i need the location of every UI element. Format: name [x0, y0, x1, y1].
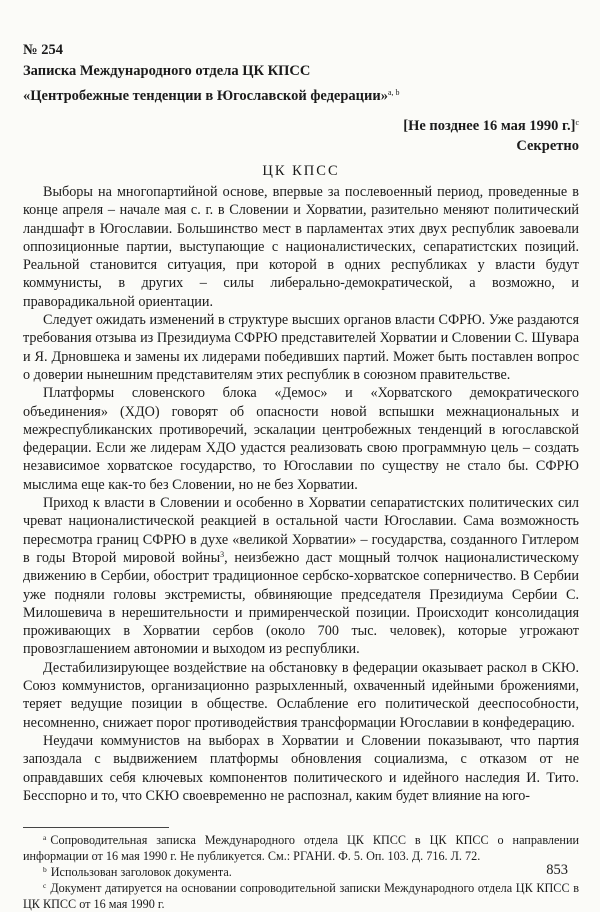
footnote-text: Документ датируется на основании сопроводительной записки Международного отдела ЦК КПСС в ЦК КПСС от 16 мая 1990 г.	[23, 881, 579, 912]
date-footnote-mark: c	[575, 118, 579, 127]
paragraph-text: , неизбежно даст мощный толчок националистическому движению в Сербии, обострит традиционное сербско-хорватское соперничество. В Сербии уже подняли головы экстремисты, обвиняющие председателя Президиума Сербии С. Милошевича в нерешительности и примиренческой позиции. Происходит консолидация проживающих в Хорватии сербов (около 700 тыс. человек), которые угрожают провозглашением автономии и выходом из республики.	[23, 549, 579, 658]
paragraph: Следует ожидать изменений в структуре высших органов власти СФРЮ. Уже раздаются требования отзыва из Президиума СФРЮ представителей Хорватии и Словении С. Шувара и Я. Дрновшека и замены их лидерами победивших партий. Может быть поставлен вопрос о доверии нынешним представителям этих республик в союзном правительстве.	[23, 312, 579, 383]
document-title-text: «Центробежные тенденции в Югославской федерации»	[23, 88, 388, 104]
document-date-text: [Не позднее 16 мая 1990 г.]	[403, 118, 576, 134]
footnote-text: Сопроводительная записка Международного отдела ЦК КПСС в ЦК КПСС о направлении информации от 16 мая 1990 г. Не публикуется. См.: РГАНИ. Ф. 5. Оп. 103. Д. 716. Л. 72.	[23, 833, 579, 864]
title-footnote-marks: a, b	[388, 88, 400, 97]
footnote-mark: b	[43, 865, 47, 875]
paragraph: Дестабилизирующее воздействие на обстановку в федерации оказывает раскол в СКЮ. Союз коммунистов, организационно разрыхленный, охваченный идейными брожениями, теряет ведущие позиции в обществе. Ослабление его политической дееспособности, несомненно, снижает порог противодействия трансформации Югославии в конфедерацию.	[23, 659, 579, 731]
document-body	[23, 183, 579, 805]
addressee: ЦК КПСС	[262, 163, 340, 179]
page-number: 853	[546, 862, 568, 878]
paragraph-text: Приход к власти в Словении и особенно в Хорватии сепаратистских политических сил чреват националистической реакцией в остальной части Югославии. Сама возможность пересмотра границ СФРЮ в духе «великой Хорватии» – государства, созданного Гитлером в годы Второй мировой войны	[23, 495, 579, 566]
footnote-mark: a	[43, 833, 47, 843]
paragraph: Неудачи коммунистов на выборах в Хорватии и Словении показывают, что партия запоздала с выдвижением платформы обновления социализма, с отказом от не оправдавших себя ключевых компонентов политического и идейного наследия И. Тито. Бесспорно и то, что СКЮ своевременно не распознал, каким будет влияние на юго-	[23, 732, 579, 804]
document-page	[23, 40, 579, 912]
footnote	[23, 880, 579, 912]
document-title-line2	[23, 82, 579, 107]
document-title-line1: Записка Международного отдела ЦК КПСС	[23, 63, 311, 79]
paragraph	[23, 494, 579, 659]
footnotes	[23, 832, 579, 912]
document-number: № 254	[23, 42, 63, 58]
footnote	[23, 832, 579, 864]
classification-stamp: Секретно	[516, 138, 579, 154]
footnote-divider	[23, 827, 169, 828]
document-date	[23, 113, 579, 136]
footnote-mark: c	[43, 881, 47, 891]
paragraph: Выборы на многопартийной основе, впервые за послевоенный период, проведенные в конце апреля – начале мая с. г. в Словении и Хорватии, разительно меняют политический ландшафт в Югославии. Большинство мест в парламентах этих двух республик завоевали оппозиционные партии, выступающие с националистических, сепаратистских позиций. Реальной становится ситуация, при которой в одних республиках у власти будут коммунисты, в других – силы либерально-демократической, а возможно, и праворадикальной ориентации.	[23, 184, 579, 310]
footnote	[23, 864, 579, 880]
footnote-mark: 3	[220, 549, 225, 559]
paragraph: Платформы словенского блока «Демос» и «Хорватского демократического объединения» (ХДО) говорят об опасности новой вспышки межнациональных и межреспубликанских противоречий, эскалации центробежных тенденций в югославской федерации. Если же лидерам ХДО удастся реализовать свою программную цель – создать независимое хорватское государство, то Югославии по существу не стало бы. СФРЮ мыслима еще как-то без Словении, но не без Хорватии.	[23, 385, 579, 493]
footnote-text: Использован заголовок документа.	[50, 865, 232, 880]
